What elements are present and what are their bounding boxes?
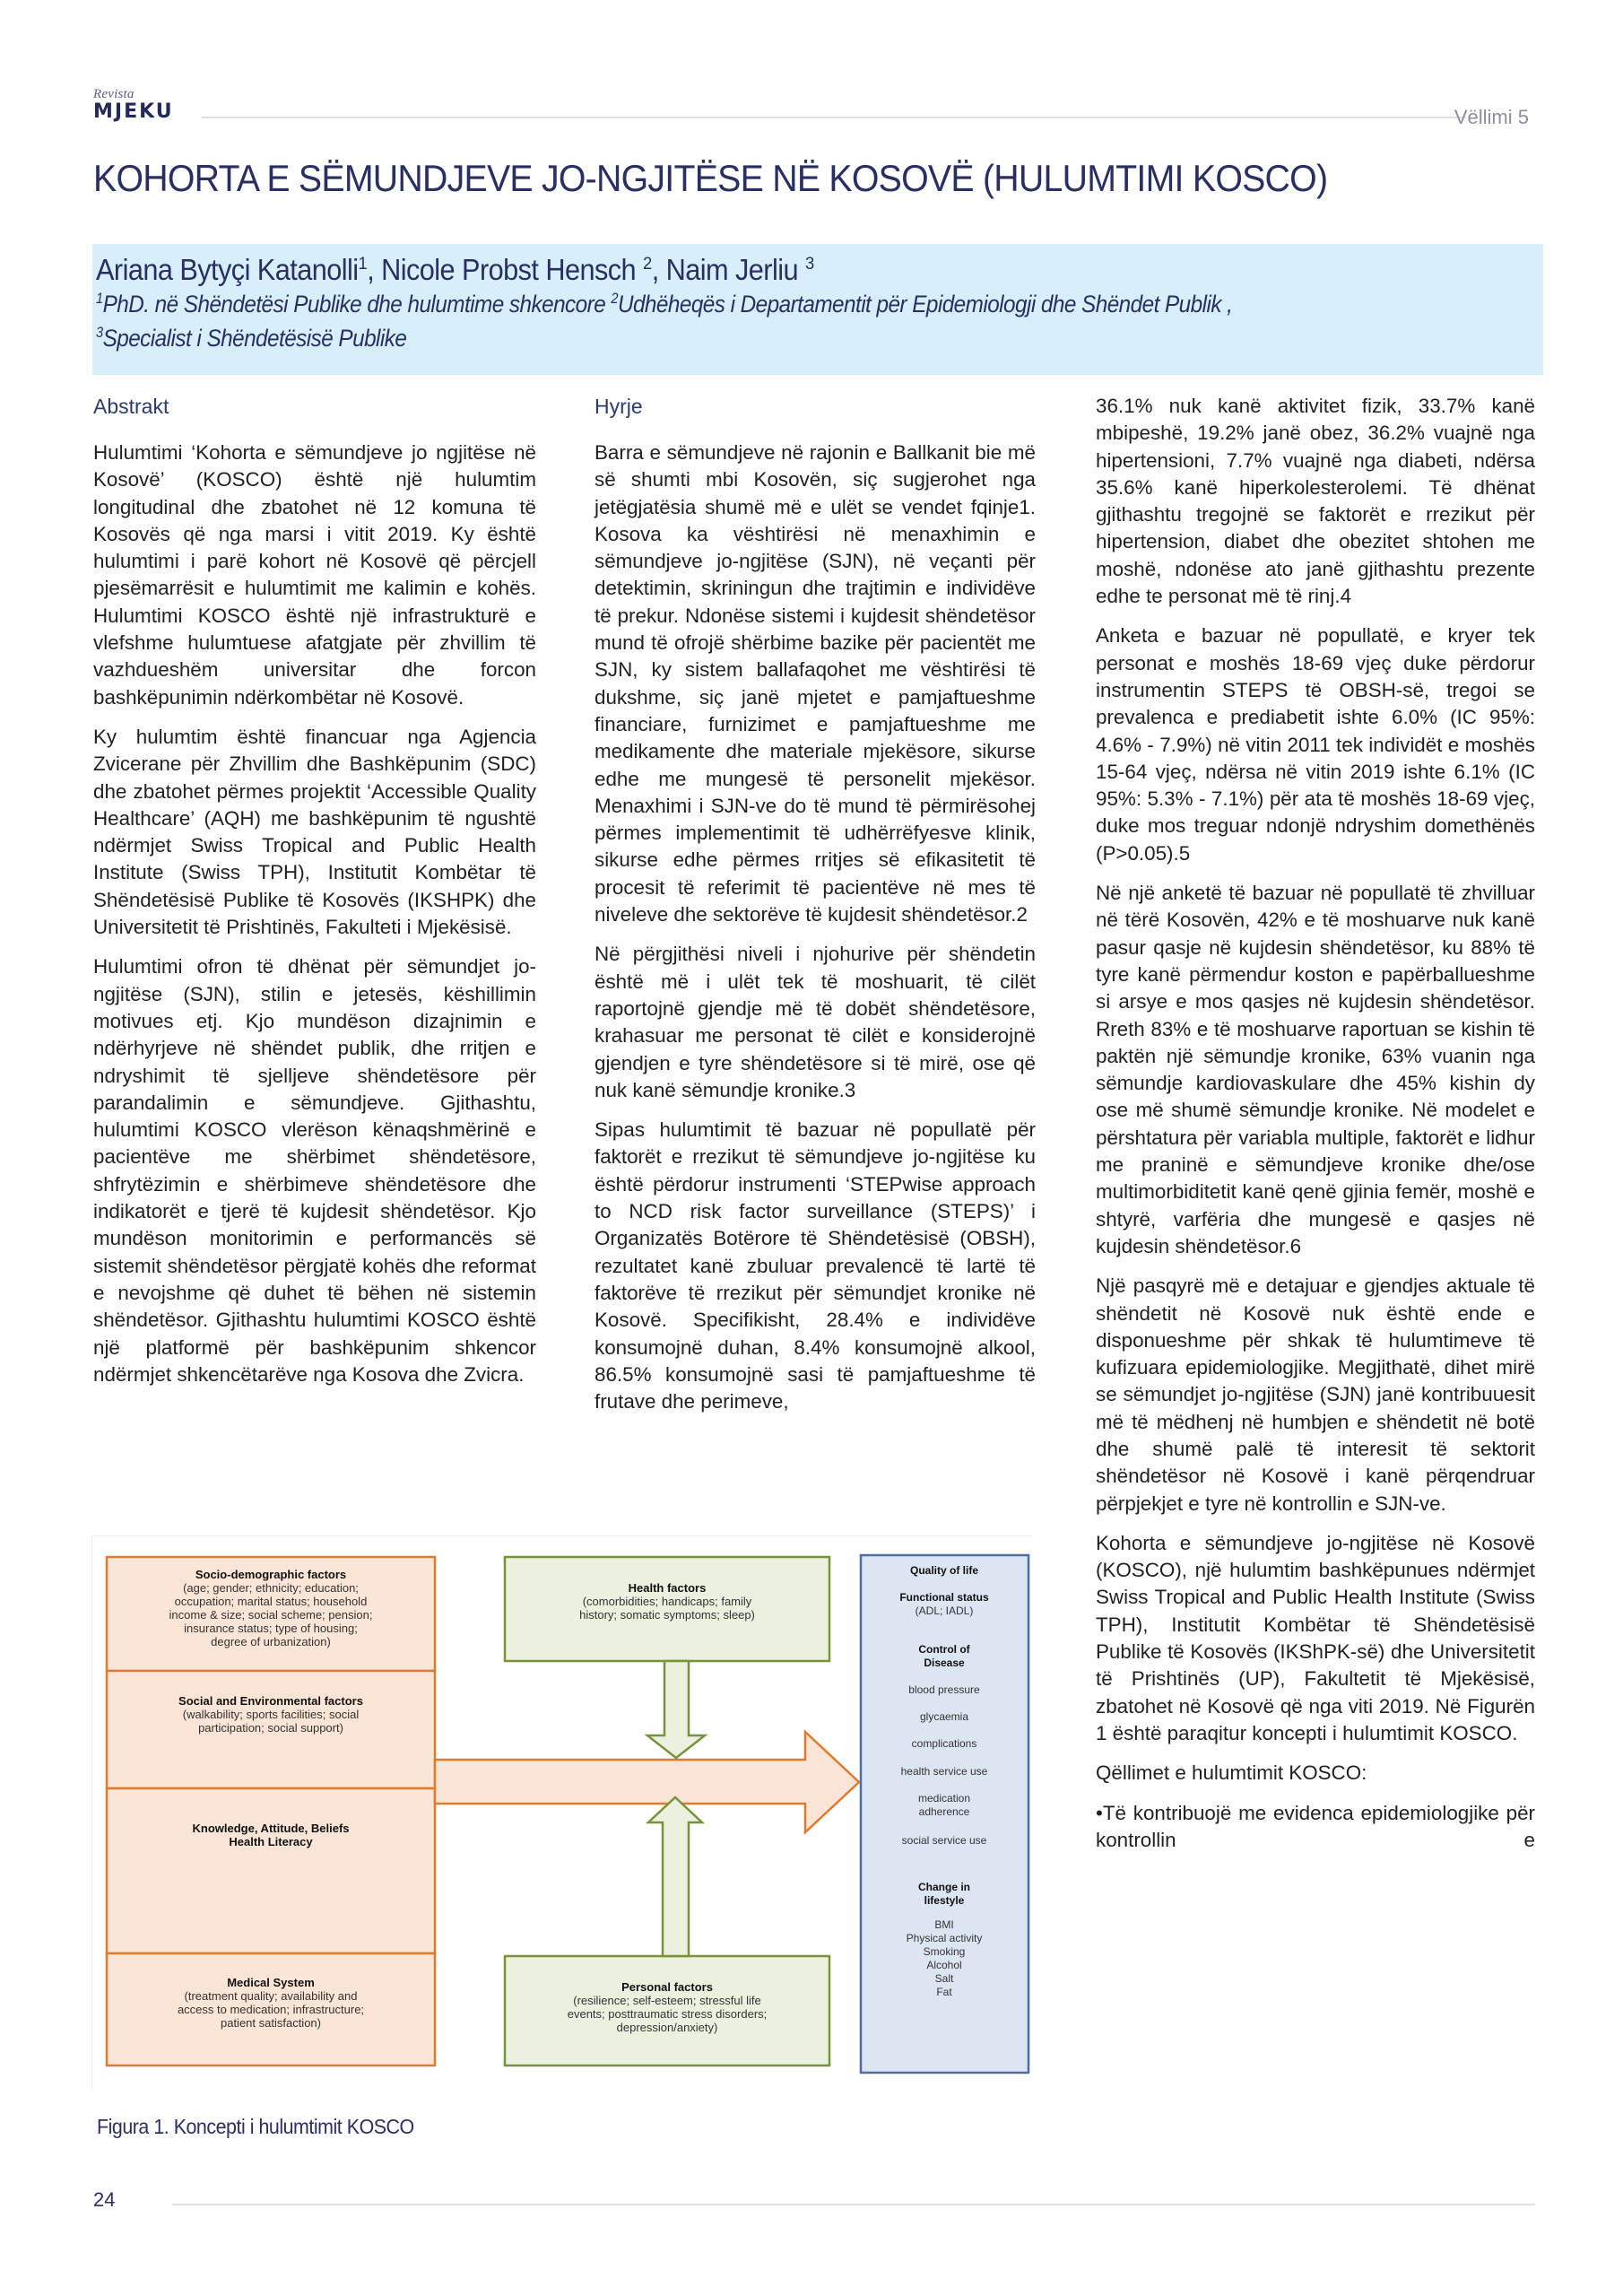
lifestyle-title-2: lifestyle — [924, 1894, 965, 1907]
author-3-sup: 3 — [804, 254, 814, 274]
page-number: 24 — [93, 2188, 116, 2211]
aff-3-sup: 3 — [96, 325, 103, 341]
outcome-item: social service use — [901, 1834, 987, 1847]
affiliation-1: PhD. në Shëndetësi Publike dhe hulumtime shkencore — [102, 291, 612, 317]
paragraph: Hulumtimi ofron të dhënat për sëmundjet jo-ngjitëse (SJN), stilin e jetesës, këshillimin motivues etj. Kjo mundëson dizajnimin e ndërhyrjeve në shëndet publik, dhe rritjen e ndryshimit të sjelljeve shëndetësore për parandalimin e sëmundjeve. Gjithashtu, hulumtimi KOSCO vlerëson kënaqshmërinë e pacientëve me shërbimet shëndetësore, shfrytëzimin e shërbimeve shëndetësore dhe indikatorët e tjerë të kujdesit shëndetësor. Kjo mundëson monitorimin e performancës së sistemit shëndetësor përgjatë kohës dhe reformat e nevojshme që duhet të bëhen në sistemin shëndetësor. Gjithashtu hulumtimi KOSCO është një platformë për bashkëpunim shkencor ndërmjet shkencëtarëve nga Kosova dhe Zvicra. — [93, 955, 536, 1386]
goal-bullet-1: •Të kontribuojë me evidenca epidemiologjike për kontrollin e — [1096, 1801, 1535, 1851]
control-disease-title: Control of — [918, 1643, 970, 1656]
logo-revista: Revista — [93, 87, 135, 101]
article-title: KOHORTA E SËMUNDJEVE JO-NGJITËSE NË KOSOVË (HULUMTIMI KOSCO) — [93, 157, 1328, 199]
personal-factors-title: Personal factors — [621, 1980, 713, 1994]
paragraph: 36.1% nuk kanë aktivitet fizik, 33.7% kanë mbipeshë, 19.2% janë obez, 36.2% vuajnë nga hipertensioni, 7.7% vuajnë nga diabeti, ndërsa 35.6% kanë hiperkolesterolemi. Të dhënat gjithashtu tregojnë se faktorët e rrezikut për hipertension, diabet dhe obezitet shtohen me moshë, ndonëse ato janë gjithashtu prezente edhe te personat më të rinj.4 — [1096, 395, 1535, 608]
arrow-up-icon — [648, 1797, 702, 1956]
affiliation-2: Udhëheqës i Departamentit për Epidemiologji dhe Shëndet Publik , — [617, 291, 1233, 317]
quality-of-life-label: Quality of life — [909, 1564, 979, 1577]
header-divider — [202, 117, 1466, 118]
author-2-sup: 2 — [643, 254, 652, 274]
socio-demographic-title: Socio-demographic factors — [195, 1568, 347, 1581]
social-env-line: (walkability; sports facilities; social — [182, 1708, 360, 1721]
paragraph: Në përgjithësi niveli i njohurive për shëndetin është më i ulët tek të moshuarit, të cilët raportojnë gjendje më të dobët shëndetësore, krahasuar me personat të cilët e konsiderojnë gjendjen e tyre shëndetësore si të mirë, ose që nuk kanë sëmundje kronike.3 — [595, 943, 1036, 1101]
outcome-item: adherence — [918, 1805, 970, 1818]
lifestyle-item: Salt — [934, 1972, 954, 1985]
box-knowledge-attitude — [107, 1788, 435, 1953]
control-disease-title-2: Disease — [924, 1657, 965, 1669]
socio-demographic-line: income & size; social scheme; pension; — [169, 1608, 373, 1622]
goals-heading: Qëllimet e hulumtimit KOSCO: — [1096, 1761, 1367, 1785]
social-env-title: Social and Environmental factors — [178, 1694, 363, 1708]
knowledge-title: Knowledge, Attitude, Beliefs — [192, 1822, 350, 1835]
figure-caption: Figura 1. Koncepti i hulumtimit KOSCO — [97, 2115, 414, 2138]
paragraph: Barra e sëmundjeve në rajonin e Ballkanit bie më së shumti mbi Kosovën, siç sugjerohet nga jetëgjatësia shumë më e ulët se vendet fqinje1. Kosova ka vështirësi në menaxhimin e sëmundjeve jo-ngjitëse (SJN), në veçanti për detektimin, skriningun dhe trajtimin e individëve të prekur. Ndonëse sistemi i kujdesit shëndetësor mund të ofrojë shërbime bazike për pacientët me SJN, ky sistem ballafaqohet me vështirësi të dukshme, siç janë mjetet e pamjaftueshme financiare, furnizimet e pamjaftueshme me medikamente dhe materiale mjekësore, sikurse edhe me mungesë të personelit mjekësor. Menaxhimi i SJN-ve do të mund të përmirësohej përmes implementimit të udhërrëfyesve klinik, sikurse edhe përmes rritjes së efikasitetit të procesit të referimit të pacientëve në mes të niveleve dhe sektorëve të kujdesit shëndetësor.2 — [595, 441, 1036, 926]
outcome-item: glycaemia — [919, 1710, 969, 1723]
author-1: Ariana Bytyçi Katanolli — [96, 253, 359, 286]
column-introduction — [595, 393, 1036, 1428]
personal-factors-line: depression/anxiety) — [616, 2021, 718, 2034]
medical-system-line: access to medication; infrastructure; — [177, 2003, 365, 2016]
author-list — [96, 253, 1438, 287]
kosco-diagram-svg — [92, 1536, 1034, 2091]
personal-factors-line: (resilience; self-esteem; stressful life — [573, 1994, 761, 2007]
knowledge-title-2: Health Literacy — [229, 1835, 313, 1848]
socio-demographic-line: (age; gender; ethnicity; education; — [183, 1581, 359, 1595]
lifestyle-title: Change in — [917, 1881, 971, 1893]
aff-1-sup: 1 — [96, 291, 103, 307]
socio-demographic-line: insurance status; type of housing; — [184, 1622, 358, 1635]
paragraph: Një pasqyrë më e detajuar e gjendjes aktuale të shëndetit në Kosovë nuk është ende e disponueshme për shkak të hulumtimeve të kufizuara epidemiologjike. Megjithatë, dihet mirë se sëmundjet jo-ngjitëse (SJN) janë kontribuuesit më të mëdhenj në humbjen e shëndetit në botë dhe shumë palë të interesit të sektorit shëndetësor në Kosovë i kanë përqendruar përpjekjet e tyre në kontrollin e SJN-ve. — [1096, 1274, 1535, 1515]
author-1-sup: 1 — [358, 254, 368, 274]
outcome-item: complications — [911, 1737, 977, 1750]
paragraph: Hulumtimi ‘Kohorta e sëmundjeve jo ngjitëse në Kosovë’ (KOSCO) është një hulumtim longitudinal dhe zbatohet në 12 komuna të Kosovës që nga marsi i vitit 2019. Ky është hulumtimi i parë kohort në Kosovë që përcjell pjesëmarrësit e hulumtimit me kalimin e kohës. Hulumtimi KOSCO është një infrastrukturë e vlefshme hulumtuese afatgjate për zhvillim të vazhdueshëm universitar dhe forcon bashkëpunimin ndërkombëtar në Kosovë. — [93, 441, 536, 709]
footer-divider — [172, 2204, 1535, 2205]
affiliations-line-2 — [96, 321, 1395, 355]
outcome-item: blood pressure — [908, 1683, 980, 1696]
personal-factors-line: events; posttraumatic stress disorders; — [567, 2007, 768, 2021]
figure-kosco-concept — [91, 1535, 1033, 2090]
medical-system-line: patient satisfaction) — [220, 2016, 322, 2030]
paragraph: Kohorta e sëmundjeve jo-ngjitëse në Kosovë (KOSCO), një hulumtim bashkëpunues ndërmjet Swiss Tropical and Public Health Institute (Swiss TPH), Institutit Kombëtar të Shëndetësisë Publike të Kosovës (IKShPK-së) dhe Universitetit të Prishtinës (UP), Fakultetit të Mjekësisë, zbatohet në Kosovë që nga viti 2019. Në Figurën 1 është paraqitur koncepti i hulumtimit KOSCO. — [1096, 1531, 1535, 1744]
outcome-item: medication — [917, 1792, 971, 1805]
column-abstract — [93, 393, 536, 1401]
socio-demographic-line: occupation; marital status; household — [174, 1595, 368, 1608]
health-factors-line: (comorbidities; handicaps; family — [582, 1595, 752, 1608]
socio-demographic-line: degree of urbanization) — [211, 1635, 331, 1648]
logo-mjeku: MJEKU — [93, 100, 174, 123]
functional-status-label: Functional status — [899, 1591, 989, 1604]
social-env-line: participation; social support) — [198, 1721, 343, 1735]
journal-logo — [93, 88, 174, 122]
lifestyle-item: Physical activity — [906, 1932, 983, 1944]
column-continued — [1096, 393, 1535, 1866]
paragraph: Sipas hulumtimit të bazuar në popullatë për faktorët e rrezikut të sëmundjeve jo-ngjitëse ku është përdorur instrumenti ‘STEPwise approach to NCD risk factor surveillance (STEPS)’ i Organizatës Botërore të Shëndetësisë (OBSH), rezultatet kanë zbuluar prevalencë të lartë të faktorëve të rrezikut për sëmundjet kronike në Kosovë. Specifikisht, 28.4% e individëve konsumojnë duhan, 8.4% konsumojnë alkool, 86.5% konsumojnë sasi të pamjaftueshme të frutave dhe perimeve, — [595, 1118, 1036, 1413]
health-factors-title: Health factors — [628, 1581, 707, 1595]
volume-label: Vëllimi 5 — [1454, 106, 1529, 128]
paragraph: Në një anketë të bazuar në popullatë të zhvilluar në tërë Kosovën, 42% e të moshuarve nuk kanë pasur qasje në kujdesin shëndetësor, ku 88% të tyre kanë përmendur koston e papërballueshme si arsye e mos qasjes në kujdesin shëndetësor. Rreth 83% e të moshuarve raportuan se kishin të paktën një sëmundje kronike, 63% vuanin nga sëmundje kardiovaskulare dhe 45% kishin dy ose më shumë sëmundje kronike. Në modelet e përshtatura për variabla multiple, faktorët e lidhur me praninë e sëmundjeve kronike dhe/ose multimorbiditetit kanë qenë gjinia femër, moshë e shtyrë, varfëria dhe mungesë e qasjes në kujdesin shëndetësor.6 — [1096, 882, 1535, 1257]
lifestyle-item: BMI — [934, 1918, 954, 1931]
health-factors-line: history; somatic symptoms; sleep) — [579, 1608, 755, 1622]
authors-block — [92, 244, 1543, 375]
paragraph: Anketa e bazuar në popullatë, e kryer tek personat e moshës 18-69 vjeç duke përdorur instrumentin STEPS të OBSH-së, tregoi se prevalenca e prediabetit ishte 6.0% (IC 95%: 4.6% - 7.9%) në vitin 2011 tek individët e moshës 15-64 vjeç, ndërsa në vitin 2019 ishte 6.1% (IC 95%: 5.3% - 7.1%) për ata të moshës 18-69 vjeç, duke mos treguar ndonjë ndryshim domethënës (P>0.05).5 — [1096, 624, 1535, 865]
author-2: , Nicole Probst Hensch — [367, 253, 644, 286]
section-heading-introduction: Hyrje — [595, 395, 643, 418]
section-heading-abstract: Abstrakt — [93, 395, 169, 418]
lifestyle-item: Fat — [936, 1986, 952, 1998]
lifestyle-item: Smoking — [923, 1945, 966, 1958]
paragraph: Ky hulumtim është financuar nga Agjencia Zvicerane për Zhvillim dhe Bashkëpunim (SDC) dhe zbatohet përmes projektit ‘Accessible Quality Healthcare’ (AQH) me bashkëpunim të ngushtë ndërmjet Swiss Tropical and Public Health Institute (Swiss TPH), Institutit Kombëtar të Shëndetësisë Publike të Kosovës (IKSHPK) dhe Universitetit të Prishtinës, Fakulteti i Mjekësisë. — [93, 725, 536, 939]
main-arrow-icon — [435, 1732, 859, 1832]
arrow-down-icon — [647, 1661, 705, 1758]
functional-status-sub: (ADL; IADL) — [915, 1605, 974, 1617]
outcome-item: health service use — [900, 1765, 988, 1778]
medical-system-line: (treatment quality; availability and — [184, 1989, 358, 2003]
affiliations-line-1 — [96, 287, 1395, 321]
author-3: , Naim Jerliu — [651, 253, 805, 286]
lifestyle-item: Alcohol — [926, 1959, 962, 1971]
affiliation-3: Specialist i Shëndetësisë Publike — [102, 325, 407, 352]
aff-2-sup: 2 — [611, 291, 618, 307]
medical-system-title: Medical System — [227, 1976, 315, 1989]
